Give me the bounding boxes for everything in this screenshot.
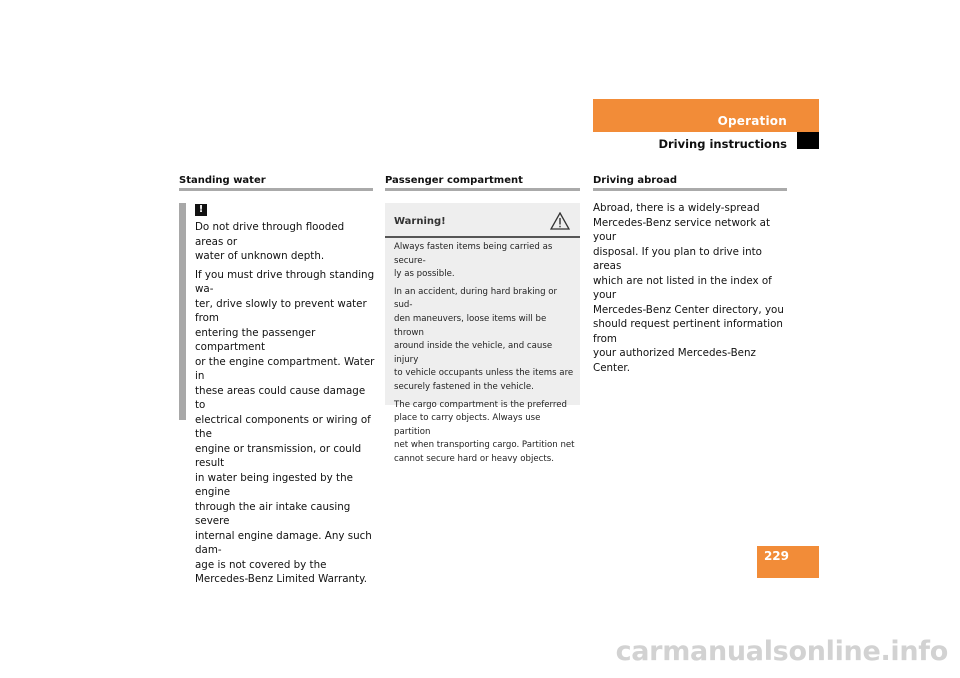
- standing-water-note: [195, 220, 375, 591]
- note-paragraph-1: Do not drive through flooded areas or water of unknown depth.: [195, 221, 345, 262]
- warning-triangle-icon: [550, 212, 570, 230]
- warning-box: [385, 203, 580, 464]
- section-title: Operation: [717, 114, 787, 128]
- heading-rule-left: [179, 188, 373, 191]
- warning-paragraph-1: Always fasten items being carried as secure- ly as possible.: [394, 242, 553, 280]
- watermark-text: carmanualsonline.info: [615, 636, 948, 667]
- note-side-bar: [179, 203, 186, 420]
- note-paragraph-2: If you must drive through standing wa- ter, drive slowly to prevent water from entering the passenger compartment or the engine compartment. Water in these areas could cause damage to electrical components or wiring of the engine or transmission, or could result in water being ingested by the engine through the air intake causing severe internal engine damage. Any such dam- age is not covered by the Mercedes-Benz Limited Warranty.: [195, 268, 375, 585]
- heading-rule-middle: [385, 188, 580, 191]
- exclamation-note-icon: !: [195, 204, 207, 216]
- page-number-box: [757, 546, 819, 578]
- heading-standing-water: Standing water: [179, 175, 266, 186]
- header-marker-square: [797, 132, 819, 149]
- section-header-box: [593, 99, 819, 132]
- heading-rule-right: [593, 188, 787, 191]
- heading-passenger-compartment: Passenger compartment: [385, 175, 523, 186]
- driving-abroad-body: Abroad, there is a widely-spread Mercedes-Benz service network at your disposal. If you plan to drive into areas which are not listed in the index of your Mercedes-Benz Center directory, you should request pertinent information from your authorized Mercedes-Benz Center.: [593, 202, 784, 374]
- warning-title: Warning!: [394, 216, 446, 227]
- warning-paragraph-2: In an accident, during hard braking or sud- den maneuvers, loose items will be thrown around inside the vehicle, and cause injury to vehicle occupants unless the items are securely fastened in the vehicle.: [394, 286, 574, 392]
- warning-title-rule: [385, 236, 580, 238]
- heading-driving-abroad: Driving abroad: [593, 175, 677, 186]
- warning-paragraph-3: The cargo compartment is the preferred place to carry objects. Always use partition net when transporting cargo. Partition net cannot secure hard or heavy objects.: [394, 399, 575, 464]
- warning-text: [394, 241, 576, 471]
- page-number: 229: [763, 549, 789, 563]
- subsection-title: Driving instructions: [658, 137, 787, 151]
